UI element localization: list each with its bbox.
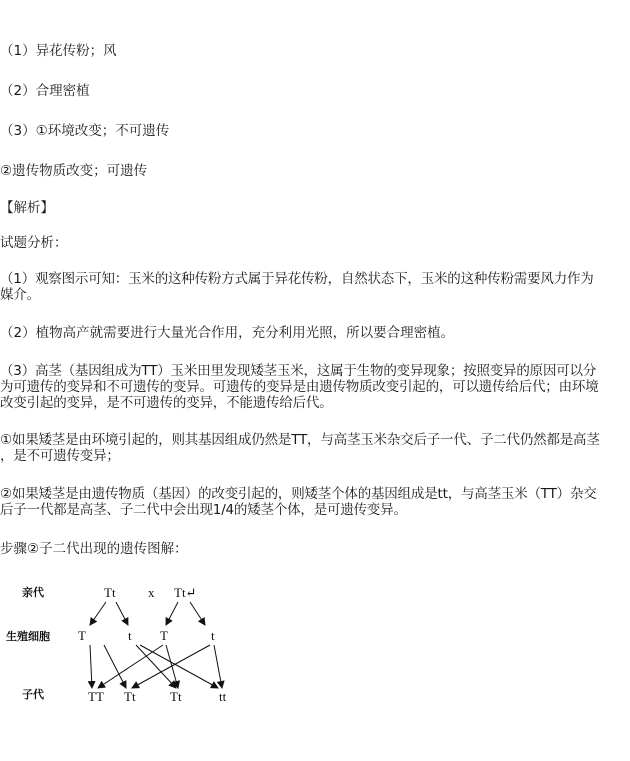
genetic-cross-diagram: [0, 570, 630, 720]
paragraph-1-line-2: 媒介。: [0, 287, 40, 303]
diagram-intro: 步骤②子二代出现的遗传图解：: [0, 541, 188, 557]
label-gamete: 生殖细胞: [6, 630, 50, 643]
paragraph-3-line-2: 为可遗传的变异和不可遗传的变异。可遗传的变异是由遗传物质改变引起的，可以遗传给后代；由环境: [0, 379, 599, 395]
paragraph-1: [0, 271, 628, 303]
paragraph-3: [0, 363, 628, 411]
label-offspring: 子代: [22, 688, 44, 701]
paragraph-5-line-2: 后子一代都是高茎、子二代中会出现1/4的矮茎个体，是可遗传变异。: [0, 502, 407, 518]
gamete-2: t: [128, 628, 132, 643]
label-parent: 亲代: [22, 586, 44, 599]
paragraph-3-line-1: （3）高茎（基因组成为TT）玉米田里发现矮茎玉米，这属于生物的变异现象；按照变异的原因可以分: [0, 363, 597, 379]
answer-line-4: ②遗传物质改变；可遗传: [0, 163, 148, 179]
gamete-1: T: [78, 628, 86, 643]
offspring-1: TT: [88, 689, 104, 704]
answer-line-3: （3）①环境改变；不可遗传: [0, 123, 170, 139]
arrow-g4-o4: [214, 645, 222, 688]
arrow-p1-g2: [116, 602, 128, 625]
offspring-3: Tt: [170, 689, 182, 704]
answer-line-1: （1）异花传粉；风: [0, 43, 117, 59]
offspring-2: Tt: [124, 689, 136, 704]
paragraph-2: （2）植物高产就需要进行大量光合作用，充分利用光照，所以要合理密植。: [0, 325, 455, 341]
arrows-parent-to-gamete: [90, 602, 205, 625]
paragraph-5: [0, 486, 628, 518]
arrow-g2-o4: [140, 645, 218, 688]
arrow-g4-o2: [132, 645, 210, 688]
paragraph-3-line-3: 改变引起的变异，是不可遗传的变异，不能遗传给后代。: [0, 395, 333, 411]
shiti-heading: 试题分析：: [0, 235, 68, 251]
paragraph-5-line-1: ②如果矮茎是由遗传物质（基因）的改变引起的，则矮茎个体的基因组成是tt，与高茎玉米（TT）杂交: [0, 486, 597, 502]
gamete-3: T: [160, 628, 168, 643]
offspring-4: tt: [219, 689, 227, 704]
gamete-4: t: [211, 628, 215, 643]
arrow-p2-g4: [190, 602, 205, 625]
arrow-p2-g3: [166, 602, 178, 625]
paragraph-4-line-2: ，是不可遗传变异；: [0, 448, 120, 464]
arrow-p1-g1: [90, 602, 106, 625]
paragraph-4-line-1: ①如果矮茎是由环境引起的，则其基因组成仍然是TT，与高茎玉米杂交后子一代、子二代仍然都是高茎: [0, 432, 600, 448]
paragraph-4: [0, 432, 628, 464]
paragraph-1-line-1: （1）观察图示可知：玉米的这种传粉方式属于异花传粉，自然状态下，玉米的这种传粉需要风力作为: [0, 271, 594, 287]
arrow-g1-o1: [90, 645, 92, 688]
answer-line-2: （2）合理密植: [0, 83, 90, 99]
parent-1: Tt: [104, 585, 116, 600]
jiexi-heading: 【解析】: [0, 200, 54, 216]
arrows-gamete-to-offspring: [90, 645, 222, 688]
parent-2: Tt↵: [174, 585, 197, 600]
cross-symbol: x: [148, 585, 155, 600]
